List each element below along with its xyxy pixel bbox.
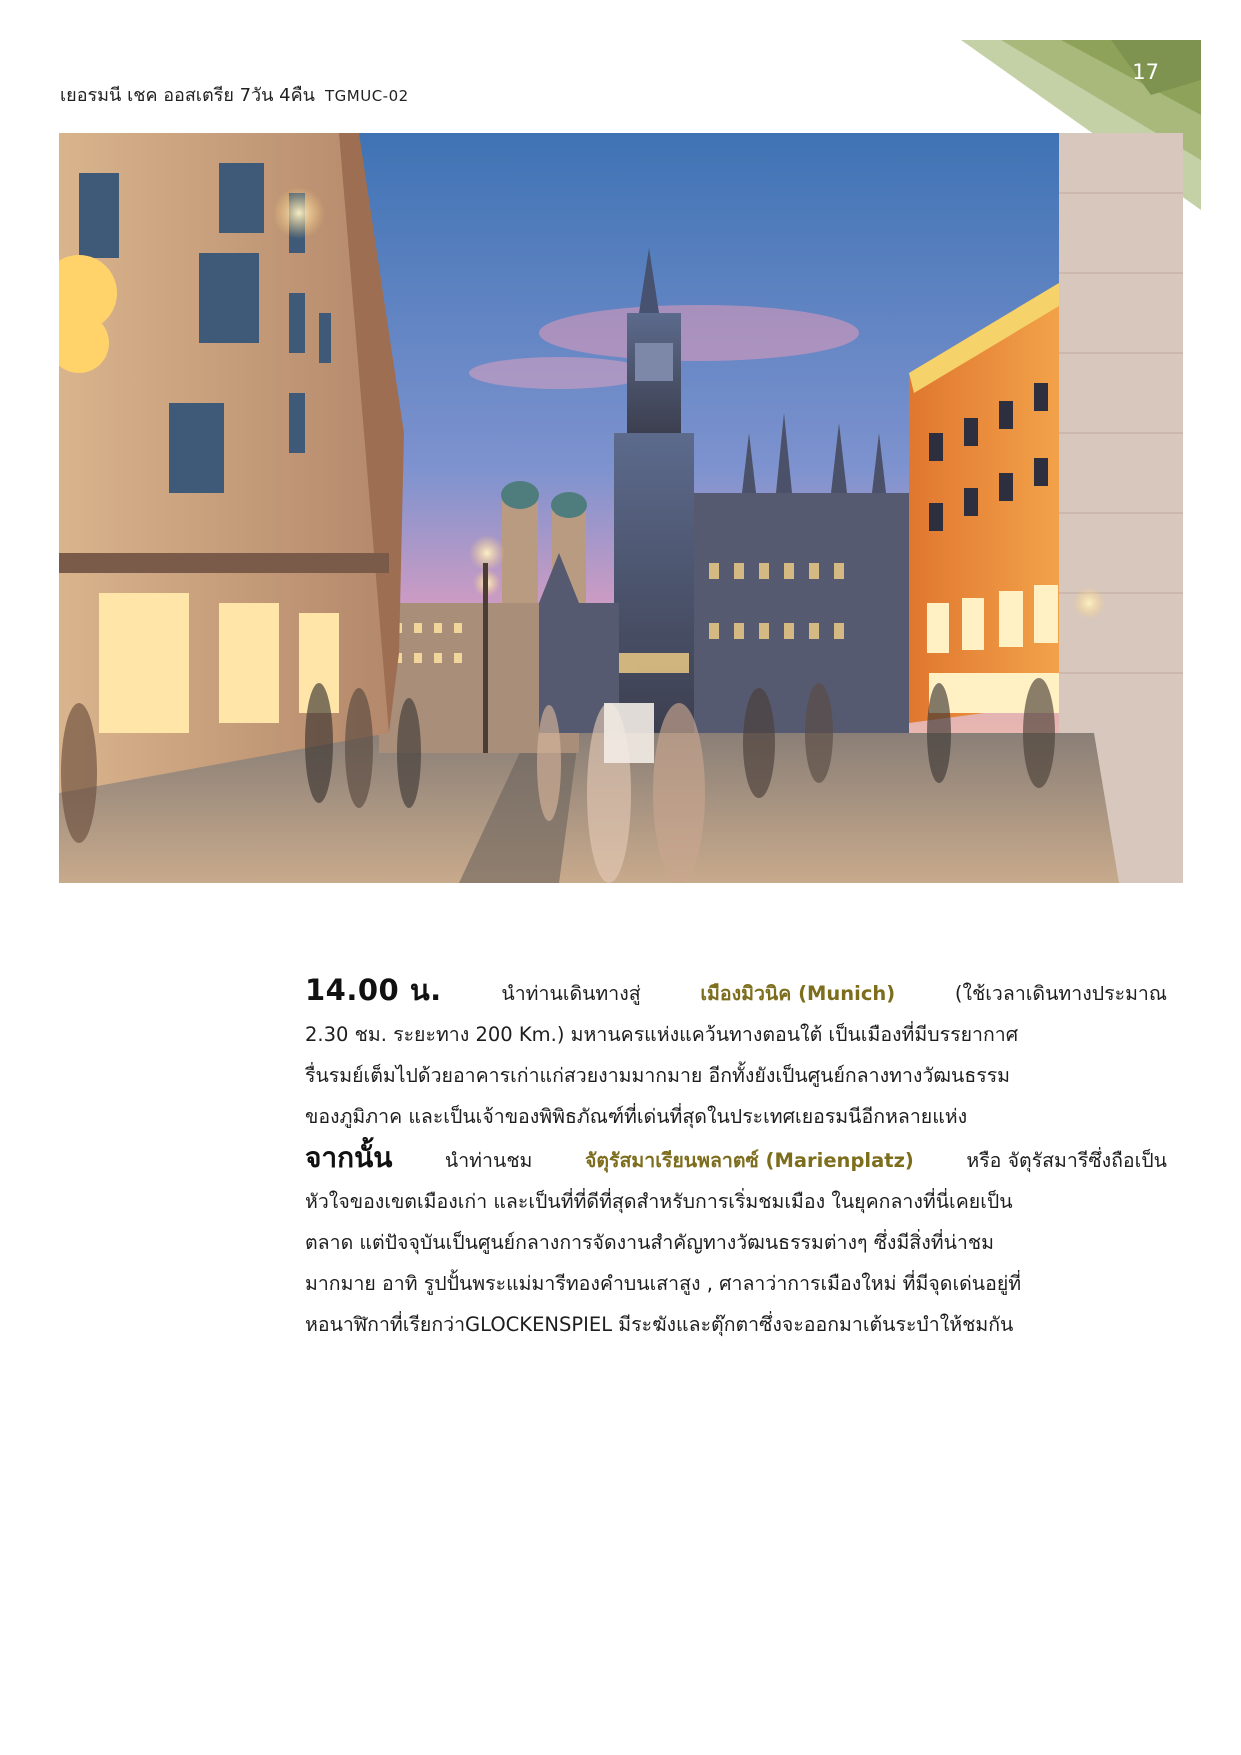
paragraph-line xyxy=(305,1304,1167,1345)
paragraph-line xyxy=(305,1096,1167,1137)
line-text: หรือ จัตุรัสมารีซึ่งถือเป็น xyxy=(966,1149,1167,1172)
tour-title: เยอรมนี เชค ออสเตรีย 7วัน 4คืน xyxy=(60,85,315,106)
line-text: หัวใจของเขตเมืองเก่า และเป็นที่ที่ดีที่สุดสำหรับการเริ่มชมเมือง ในยุคกลางที่นี่เคยเป็น xyxy=(305,1190,1013,1213)
paragraph-line xyxy=(305,1055,1167,1096)
line-text: หอนาฬิกาที่เรียกว่าGLOCKENSPIEL มีระฆังและตุ๊กตาซึ่งจะออกมาเต้นระบำให้ชมกัน xyxy=(305,1313,1014,1336)
paragraph-line xyxy=(305,1222,1167,1263)
highlight-marienplatz: จัตุรัสมาเรียนพลาตซ์ (Marienplatz) xyxy=(584,1149,914,1172)
line-text: (ใช้เวลาเดินทางประมาณ xyxy=(954,982,1167,1005)
munich-marienplatz-photo xyxy=(59,133,1183,883)
document-header xyxy=(60,80,409,109)
page-number: 17 xyxy=(1132,60,1159,84)
highlight-munich: เมืองมิวนิค (Munich) xyxy=(700,982,896,1005)
then-label: จากนั้น xyxy=(305,1141,393,1174)
line-text: รื่นรมย์เต็มไปด้วยอาคารเก่าแก่สวยงามมากมาย อีกทั้งยังเป็นศูนย์กลางทางวัฒนธรรม xyxy=(305,1064,1011,1087)
line-text: ตลาด แต่ปัจจุบันเป็นศูนย์กลางการจัดงานสำคัญทางวัฒนธรรมต่างๆ ซึ่งมีสิ่งที่น่าชม xyxy=(305,1231,994,1254)
line-text: ของภูมิภาค และเป็นเจ้าของพิพิธภัณฑ์ที่เด่นที่สุดในประเทศเยอรมนีอีกหลายแห่ง xyxy=(305,1105,968,1128)
time-label: 14.00 น. xyxy=(305,973,442,1007)
line-text: นำท่านเดินทางสู่ xyxy=(501,982,641,1005)
itinerary-text xyxy=(305,970,1167,1345)
line-text: มากมาย อาทิ รูปปั้นพระแม่มารีทองคำบนเสาสูง , ศาลาว่าการเมืองใหม่ ที่มีจุดเด่นอยู่ที่ xyxy=(305,1272,1022,1295)
paragraph-line xyxy=(305,1263,1167,1304)
paragraph-line xyxy=(305,1181,1167,1222)
line-text: 2.30 ชม. ระยะทาง 200 Km.) มหานครแห่งแคว้นทางตอนใต้ เป็นเมืองที่มีบรรยากาศ xyxy=(305,1023,1019,1046)
line-text: นำท่านชม xyxy=(444,1149,533,1172)
paragraph-line xyxy=(305,1014,1167,1055)
paragraph-line xyxy=(305,970,1167,1014)
paragraph-line xyxy=(305,1137,1167,1181)
tour-code: TGMUC-02 xyxy=(324,87,409,105)
